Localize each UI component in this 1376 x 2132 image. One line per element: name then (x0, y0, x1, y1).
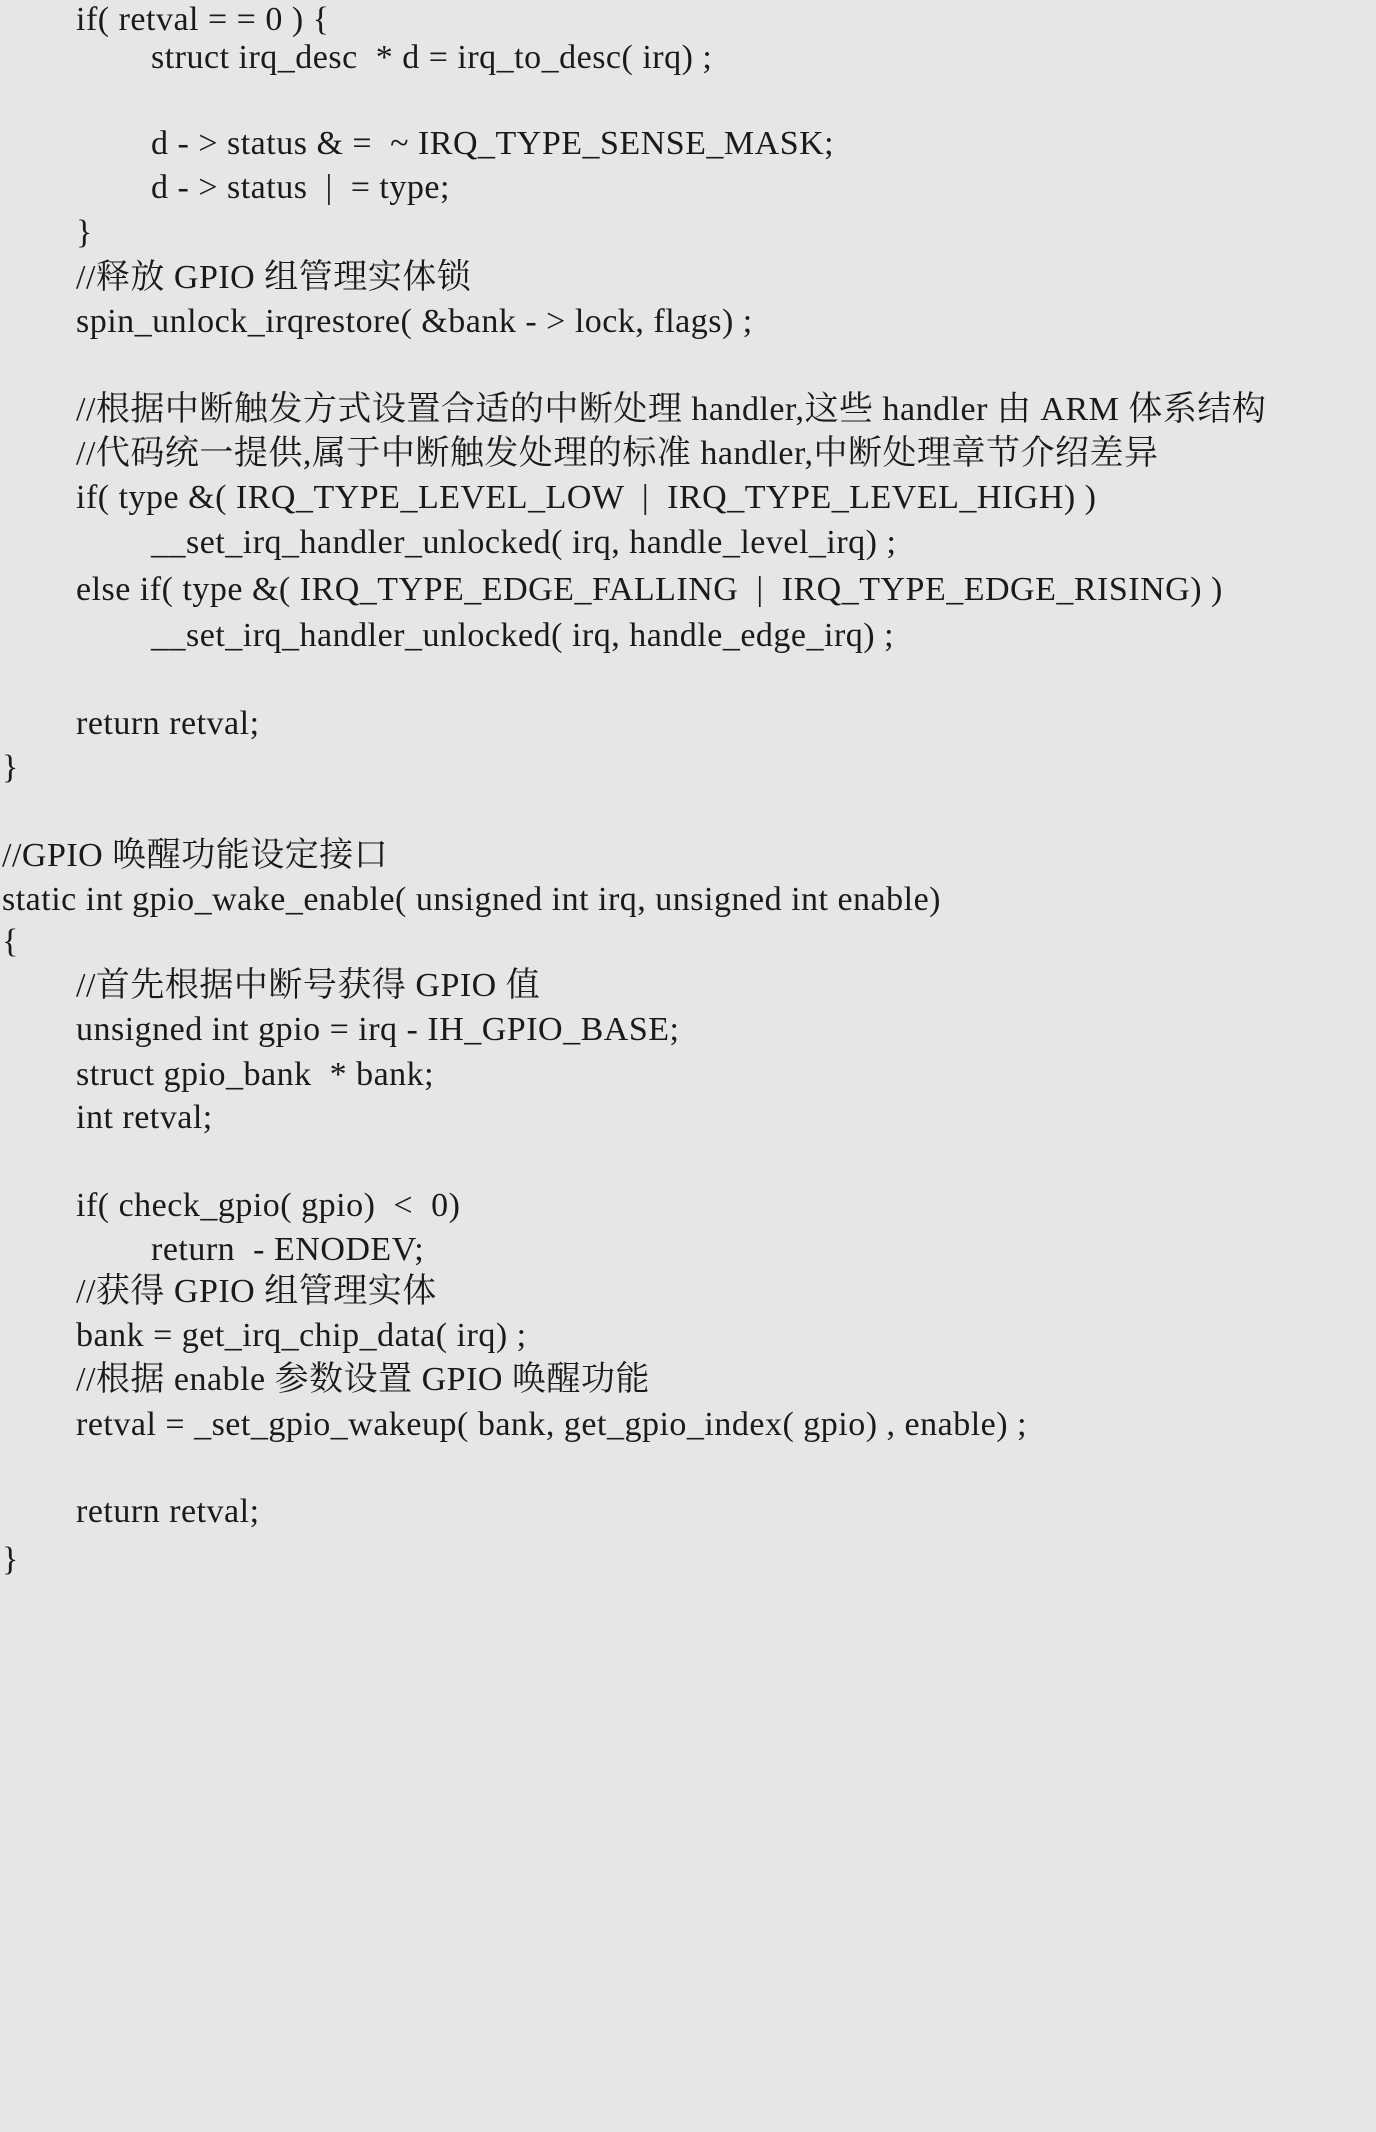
code-comment: //释放 GPIO 组管理实体锁 (76, 259, 472, 296)
code-line: return - ENODEV; (151, 1231, 425, 1268)
code-line: { (2, 923, 19, 960)
code-line: d - > status & = ~ IRQ_TYPE_SENSE_MASK; (151, 125, 835, 162)
code-comment: //根据中断触发方式设置合适的中断处理 handler,这些 handler 由 ARM 体系结构 (76, 391, 1267, 428)
code-line: struct irq_desc * d = irq_to_desc( irq) ; (151, 39, 713, 76)
code-comment: //GPIO 唤醒功能设定接口 (2, 837, 389, 874)
code-line: } (2, 749, 19, 786)
code-comment: //获得 GPIO 组管理实体 (76, 1273, 437, 1310)
code-line: unsigned int gpio = irq - IH_GPIO_BASE; (76, 1011, 680, 1048)
code-line: spin_unlock_irqrestore( &bank - > lock, flags) ; (76, 303, 753, 340)
code-line: struct gpio_bank * bank; (76, 1056, 435, 1093)
code-line: bank = get_irq_chip_data( irq) ; (76, 1317, 527, 1354)
code-comment: //根据 enable 参数设置 GPIO 唤醒功能 (76, 1361, 650, 1398)
code-line: return retval; (76, 705, 260, 742)
code-line: __set_irq_handler_unlocked( irq, handle_level_irq) ; (151, 524, 897, 561)
code-line: else if( type &( IRQ_TYPE_EDGE_FALLING | IRQ_TYPE_EDGE_RISING) ) (76, 571, 1223, 608)
code-line: retval = _set_gpio_wakeup( bank, get_gpio_index( gpio) , enable) ; (76, 1406, 1028, 1443)
code-line: if( check_gpio( gpio) < 0) (76, 1187, 461, 1224)
code-line: int retval; (76, 1099, 213, 1136)
code-line: } (2, 1541, 19, 1578)
code-line: } (76, 214, 93, 251)
code-line: static int gpio_wake_enable( unsigned int irq, unsigned int enable) (2, 881, 941, 918)
code-line: return retval; (76, 1493, 260, 1530)
code-comment: //首先根据中断号获得 GPIO 值 (76, 967, 541, 1004)
code-line: if( type &( IRQ_TYPE_LEVEL_LOW | IRQ_TYPE_LEVEL_HIGH) ) (76, 479, 1097, 516)
code-line: d - > status | = type; (151, 169, 450, 206)
code-line: if( retval = = 0 ) { (76, 1, 330, 38)
code-comment: //代码统一提供,属于中断触发处理的标准 handler,中断处理章节介绍差异 (76, 435, 1159, 472)
code-line: __set_irq_handler_unlocked( irq, handle_edge_irq) ; (151, 617, 895, 654)
